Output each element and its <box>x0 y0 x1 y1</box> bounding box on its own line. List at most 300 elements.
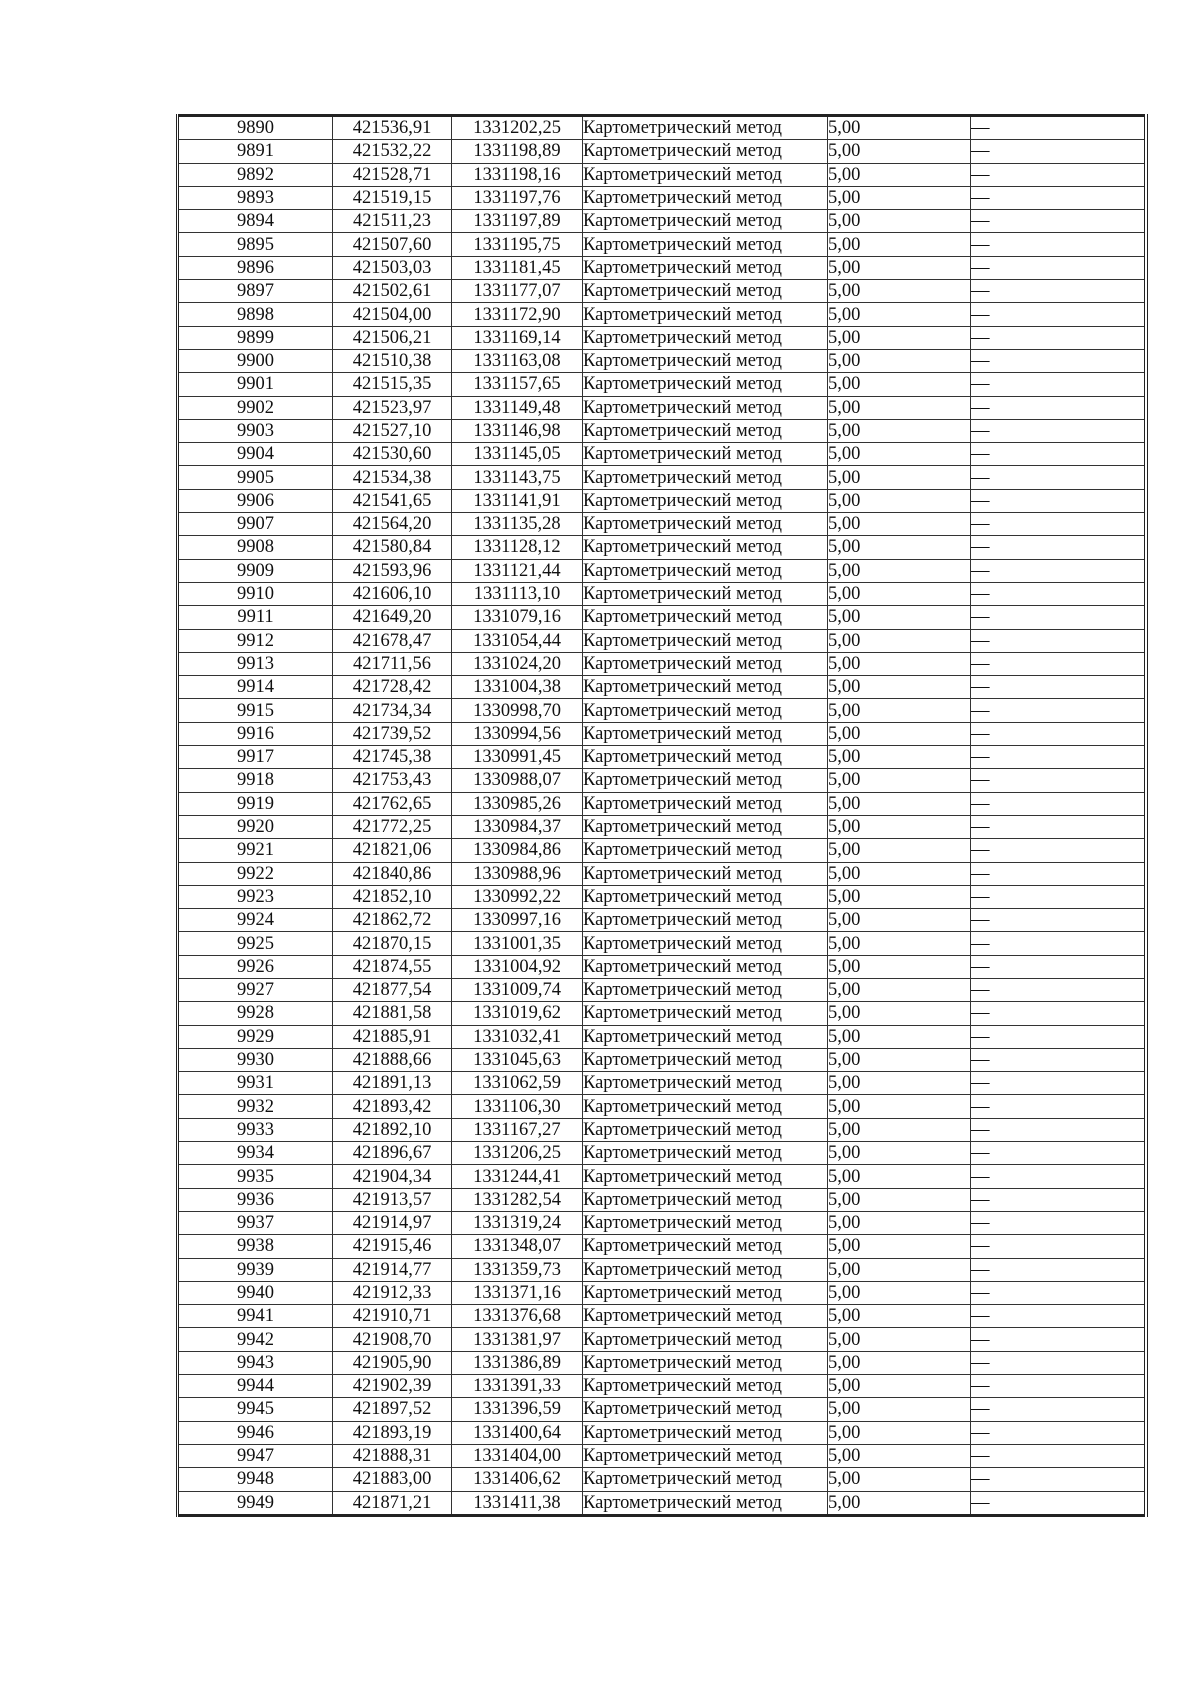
table-row <box>178 256 1147 279</box>
x-coordinate-cell: 421912,33 <box>333 1281 452 1304</box>
x-coordinate-cell: 421888,31 <box>333 1444 452 1467</box>
note-cell: — <box>971 1468 1147 1491</box>
accuracy-cell: 5,00 <box>828 303 971 326</box>
accuracy-cell: 5,00 <box>828 1142 971 1165</box>
y-coordinate-cell: 1331400,64 <box>452 1421 583 1444</box>
method-cell: Картометрический метод <box>583 1048 828 1071</box>
table-row <box>178 792 1147 815</box>
table-row <box>178 1398 1147 1421</box>
y-coordinate-cell: 1330994,56 <box>452 722 583 745</box>
note-cell: — <box>971 256 1147 279</box>
x-coordinate-cell: 421908,70 <box>333 1328 452 1351</box>
table-row <box>178 862 1147 885</box>
y-coordinate-cell: 1331198,89 <box>452 140 583 163</box>
y-coordinate-cell: 1331206,25 <box>452 1142 583 1165</box>
y-coordinate-cell: 1331177,07 <box>452 280 583 303</box>
point-number-cell: 9924 <box>178 909 333 932</box>
table-row <box>178 326 1147 349</box>
accuracy-cell: 5,00 <box>828 1468 971 1491</box>
note-cell: — <box>971 629 1147 652</box>
point-number-cell: 9931 <box>178 1072 333 1095</box>
table-row <box>178 699 1147 722</box>
point-number-cell: 9932 <box>178 1095 333 1118</box>
accuracy-cell: 5,00 <box>828 1328 971 1351</box>
accuracy-cell: 5,00 <box>828 629 971 652</box>
table-row <box>178 1118 1147 1141</box>
note-cell: — <box>971 676 1147 699</box>
point-number-cell: 9947 <box>178 1444 333 1467</box>
method-cell: Картометрический метод <box>583 582 828 605</box>
point-number-cell: 9936 <box>178 1188 333 1211</box>
point-number-cell: 9943 <box>178 1351 333 1374</box>
x-coordinate-cell: 421883,00 <box>333 1468 452 1491</box>
point-number-cell: 9894 <box>178 210 333 233</box>
point-number-cell: 9910 <box>178 582 333 605</box>
point-number-cell: 9921 <box>178 839 333 862</box>
y-coordinate-cell: 1331282,54 <box>452 1188 583 1211</box>
table-row <box>178 1491 1147 1515</box>
point-number-cell: 9945 <box>178 1398 333 1421</box>
coordinates-table <box>176 114 1148 1517</box>
point-number-cell: 9912 <box>178 629 333 652</box>
point-number-cell: 9941 <box>178 1305 333 1328</box>
y-coordinate-cell: 1331348,07 <box>452 1235 583 1258</box>
accuracy-cell: 5,00 <box>828 233 971 256</box>
y-coordinate-cell: 1331319,24 <box>452 1211 583 1234</box>
method-cell: Картометрический метод <box>583 839 828 862</box>
method-cell: Картометрический метод <box>583 280 828 303</box>
x-coordinate-cell: 421910,71 <box>333 1305 452 1328</box>
point-number-cell: 9934 <box>178 1142 333 1165</box>
y-coordinate-cell: 1331169,14 <box>452 326 583 349</box>
x-coordinate-cell: 421734,34 <box>333 699 452 722</box>
y-coordinate-cell: 1330984,86 <box>452 839 583 862</box>
table-row <box>178 815 1147 838</box>
point-number-cell: 9949 <box>178 1491 333 1515</box>
x-coordinate-cell: 421504,00 <box>333 303 452 326</box>
accuracy-cell: 5,00 <box>828 1491 971 1515</box>
y-coordinate-cell: 1331146,98 <box>452 419 583 442</box>
accuracy-cell: 5,00 <box>828 1002 971 1025</box>
x-coordinate-cell: 421840,86 <box>333 862 452 885</box>
x-coordinate-cell: 421527,10 <box>333 419 452 442</box>
point-number-cell: 9915 <box>178 699 333 722</box>
accuracy-cell: 5,00 <box>828 932 971 955</box>
y-coordinate-cell: 1331197,89 <box>452 210 583 233</box>
point-number-cell: 9911 <box>178 606 333 629</box>
x-coordinate-cell: 421870,15 <box>333 932 452 955</box>
y-coordinate-cell: 1331141,91 <box>452 489 583 512</box>
x-coordinate-cell: 421519,15 <box>333 186 452 209</box>
method-cell: Картометрический метод <box>583 769 828 792</box>
accuracy-cell: 5,00 <box>828 955 971 978</box>
table-row <box>178 746 1147 769</box>
note-cell: — <box>971 466 1147 489</box>
table-row <box>178 885 1147 908</box>
accuracy-cell: 5,00 <box>828 1444 971 1467</box>
point-number-cell: 9906 <box>178 489 333 512</box>
note-cell: — <box>971 1235 1147 1258</box>
accuracy-cell: 5,00 <box>828 443 971 466</box>
accuracy-cell: 5,00 <box>828 466 971 489</box>
y-coordinate-cell: 1331024,20 <box>452 652 583 675</box>
table-row <box>178 909 1147 932</box>
accuracy-cell: 5,00 <box>828 419 971 442</box>
point-number-cell: 9903 <box>178 419 333 442</box>
note-cell: — <box>971 1165 1147 1188</box>
y-coordinate-cell: 1331371,16 <box>452 1281 583 1304</box>
x-coordinate-cell: 421915,46 <box>333 1235 452 1258</box>
accuracy-cell: 5,00 <box>828 280 971 303</box>
method-cell: Картометрический метод <box>583 419 828 442</box>
method-cell: Картометрический метод <box>583 233 828 256</box>
table-row <box>178 932 1147 955</box>
table-row <box>178 1375 1147 1398</box>
x-coordinate-cell: 421888,66 <box>333 1048 452 1071</box>
point-number-cell: 9948 <box>178 1468 333 1491</box>
table-row <box>178 280 1147 303</box>
note-cell: — <box>971 792 1147 815</box>
x-coordinate-cell: 421904,34 <box>333 1165 452 1188</box>
accuracy-cell: 5,00 <box>828 140 971 163</box>
table-row <box>178 1468 1147 1491</box>
x-coordinate-cell: 421649,20 <box>333 606 452 629</box>
note-cell: — <box>971 746 1147 769</box>
point-number-cell: 9940 <box>178 1281 333 1304</box>
point-number-cell: 9893 <box>178 186 333 209</box>
y-coordinate-cell: 1331195,75 <box>452 233 583 256</box>
x-coordinate-cell: 421877,54 <box>333 978 452 1001</box>
note-cell: — <box>971 1118 1147 1141</box>
accuracy-cell: 5,00 <box>828 536 971 559</box>
note-cell: — <box>971 932 1147 955</box>
point-number-cell: 9899 <box>178 326 333 349</box>
table-row <box>178 1305 1147 1328</box>
accuracy-cell: 5,00 <box>828 1421 971 1444</box>
table-row <box>178 489 1147 512</box>
note-cell: — <box>971 163 1147 186</box>
note-cell: — <box>971 978 1147 1001</box>
method-cell: Картометрический метод <box>583 1468 828 1491</box>
accuracy-cell: 5,00 <box>828 163 971 186</box>
y-coordinate-cell: 1331396,59 <box>452 1398 583 1421</box>
y-coordinate-cell: 1331009,74 <box>452 978 583 1001</box>
note-cell: — <box>971 1328 1147 1351</box>
x-coordinate-cell: 421606,10 <box>333 582 452 605</box>
method-cell: Картометрический метод <box>583 1444 828 1467</box>
point-number-cell: 9898 <box>178 303 333 326</box>
note-cell: — <box>971 210 1147 233</box>
x-coordinate-cell: 421897,52 <box>333 1398 452 1421</box>
x-coordinate-cell: 421503,03 <box>333 256 452 279</box>
note-cell: — <box>971 722 1147 745</box>
y-coordinate-cell: 1331054,44 <box>452 629 583 652</box>
y-coordinate-cell: 1331079,16 <box>452 606 583 629</box>
x-coordinate-cell: 421534,38 <box>333 466 452 489</box>
note-cell: — <box>971 489 1147 512</box>
y-coordinate-cell: 1331019,62 <box>452 1002 583 1025</box>
note-cell: — <box>971 862 1147 885</box>
table-row <box>178 1025 1147 1048</box>
accuracy-cell: 5,00 <box>828 862 971 885</box>
y-coordinate-cell: 1331004,38 <box>452 676 583 699</box>
x-coordinate-cell: 421885,91 <box>333 1025 452 1048</box>
method-cell: Картометрический метод <box>583 186 828 209</box>
method-cell: Картометрический метод <box>583 1375 828 1398</box>
accuracy-cell: 5,00 <box>828 1281 971 1304</box>
method-cell: Картометрический метод <box>583 349 828 372</box>
accuracy-cell: 5,00 <box>828 256 971 279</box>
point-number-cell: 9926 <box>178 955 333 978</box>
note-cell: — <box>971 536 1147 559</box>
point-number-cell: 9922 <box>178 862 333 885</box>
accuracy-cell: 5,00 <box>828 792 971 815</box>
point-number-cell: 9909 <box>178 559 333 582</box>
table-row <box>178 1048 1147 1071</box>
note-cell: — <box>971 1444 1147 1467</box>
table-row <box>178 1351 1147 1374</box>
method-cell: Картометрический метод <box>583 396 828 419</box>
y-coordinate-cell: 1331386,89 <box>452 1351 583 1374</box>
note-cell: — <box>971 582 1147 605</box>
accuracy-cell: 5,00 <box>828 815 971 838</box>
x-coordinate-cell: 421821,06 <box>333 839 452 862</box>
table-row <box>178 1235 1147 1258</box>
note-cell: — <box>971 769 1147 792</box>
x-coordinate-cell: 421506,21 <box>333 326 452 349</box>
y-coordinate-cell: 1330985,26 <box>452 792 583 815</box>
accuracy-cell: 5,00 <box>828 326 971 349</box>
note-cell: — <box>971 513 1147 536</box>
x-coordinate-cell: 421739,52 <box>333 722 452 745</box>
method-cell: Картометрический метод <box>583 1095 828 1118</box>
method-cell: Картометрический метод <box>583 256 828 279</box>
method-cell: Картометрический метод <box>583 1165 828 1188</box>
y-coordinate-cell: 1331167,27 <box>452 1118 583 1141</box>
accuracy-cell: 5,00 <box>828 1072 971 1095</box>
accuracy-cell: 5,00 <box>828 1188 971 1211</box>
x-coordinate-cell: 421564,20 <box>333 513 452 536</box>
accuracy-cell: 5,00 <box>828 1095 971 1118</box>
y-coordinate-cell: 1331163,08 <box>452 349 583 372</box>
table-row <box>178 722 1147 745</box>
y-coordinate-cell: 1331244,41 <box>452 1165 583 1188</box>
point-number-cell: 9923 <box>178 885 333 908</box>
point-number-cell: 9942 <box>178 1328 333 1351</box>
accuracy-cell: 5,00 <box>828 1118 971 1141</box>
note-cell: — <box>971 1025 1147 1048</box>
accuracy-cell: 5,00 <box>828 349 971 372</box>
x-coordinate-cell: 421862,72 <box>333 909 452 932</box>
note-cell: — <box>971 606 1147 629</box>
method-cell: Картометрический метод <box>583 932 828 955</box>
point-number-cell: 9929 <box>178 1025 333 1048</box>
table-row <box>178 303 1147 326</box>
note-cell: — <box>971 349 1147 372</box>
note-cell: — <box>971 885 1147 908</box>
x-coordinate-cell: 421914,97 <box>333 1211 452 1234</box>
note-cell: — <box>971 955 1147 978</box>
accuracy-cell: 5,00 <box>828 652 971 675</box>
point-number-cell: 9914 <box>178 676 333 699</box>
method-cell: Картометрический метод <box>583 606 828 629</box>
table-row <box>178 1444 1147 1467</box>
accuracy-cell: 5,00 <box>828 1258 971 1281</box>
method-cell: Картометрический метод <box>583 629 828 652</box>
accuracy-cell: 5,00 <box>828 1375 971 1398</box>
method-cell: Картометрический метод <box>583 373 828 396</box>
note-cell: — <box>971 303 1147 326</box>
method-cell: Картометрический метод <box>583 862 828 885</box>
table-row <box>178 1211 1147 1234</box>
table-row <box>178 443 1147 466</box>
x-coordinate-cell: 421728,42 <box>333 676 452 699</box>
note-cell: — <box>971 1398 1147 1421</box>
accuracy-cell: 5,00 <box>828 186 971 209</box>
point-number-cell: 9902 <box>178 396 333 419</box>
y-coordinate-cell: 1331181,45 <box>452 256 583 279</box>
accuracy-cell: 5,00 <box>828 582 971 605</box>
note-cell: — <box>971 909 1147 932</box>
table-row <box>178 163 1147 186</box>
table-row <box>178 210 1147 233</box>
table-row <box>178 349 1147 372</box>
y-coordinate-cell: 1331062,59 <box>452 1072 583 1095</box>
x-coordinate-cell: 421896,67 <box>333 1142 452 1165</box>
note-cell: — <box>971 699 1147 722</box>
accuracy-cell: 5,00 <box>828 1048 971 1071</box>
table-row <box>178 676 1147 699</box>
point-number-cell: 9900 <box>178 349 333 372</box>
x-coordinate-cell: 421852,10 <box>333 885 452 908</box>
table-row <box>178 559 1147 582</box>
note-cell: — <box>971 443 1147 466</box>
method-cell: Картометрический метод <box>583 489 828 512</box>
y-coordinate-cell: 1330998,70 <box>452 699 583 722</box>
method-cell: Картометрический метод <box>583 676 828 699</box>
y-coordinate-cell: 1331202,25 <box>452 116 583 140</box>
point-number-cell: 9892 <box>178 163 333 186</box>
table-row <box>178 1328 1147 1351</box>
method-cell: Картометрический метод <box>583 815 828 838</box>
x-coordinate-cell: 421515,35 <box>333 373 452 396</box>
accuracy-cell: 5,00 <box>828 513 971 536</box>
note-cell: — <box>971 1351 1147 1374</box>
method-cell: Картометрический метод <box>583 1328 828 1351</box>
x-coordinate-cell: 421745,38 <box>333 746 452 769</box>
table-row <box>178 1421 1147 1444</box>
table-row <box>178 652 1147 675</box>
x-coordinate-cell: 421507,60 <box>333 233 452 256</box>
table-row <box>178 1281 1147 1304</box>
method-cell: Картометрический метод <box>583 792 828 815</box>
point-number-cell: 9918 <box>178 769 333 792</box>
x-coordinate-cell: 421871,21 <box>333 1491 452 1515</box>
point-number-cell: 9907 <box>178 513 333 536</box>
point-number-cell: 9946 <box>178 1421 333 1444</box>
x-coordinate-cell: 421914,77 <box>333 1258 452 1281</box>
x-coordinate-cell: 421502,61 <box>333 280 452 303</box>
method-cell: Картометрический метод <box>583 1142 828 1165</box>
accuracy-cell: 5,00 <box>828 396 971 419</box>
method-cell: Картометрический метод <box>583 559 828 582</box>
x-coordinate-cell: 421541,65 <box>333 489 452 512</box>
method-cell: Картометрический метод <box>583 746 828 769</box>
method-cell: Картометрический метод <box>583 116 828 140</box>
note-cell: — <box>971 140 1147 163</box>
accuracy-cell: 5,00 <box>828 1351 971 1374</box>
method-cell: Картометрический метод <box>583 699 828 722</box>
x-coordinate-cell: 421711,56 <box>333 652 452 675</box>
x-coordinate-cell: 421893,19 <box>333 1421 452 1444</box>
method-cell: Картометрический метод <box>583 909 828 932</box>
point-number-cell: 9919 <box>178 792 333 815</box>
note-cell: — <box>971 116 1147 140</box>
y-coordinate-cell: 1331001,35 <box>452 932 583 955</box>
method-cell: Картометрический метод <box>583 513 828 536</box>
table-row <box>178 140 1147 163</box>
accuracy-cell: 5,00 <box>828 1235 971 1258</box>
point-number-cell: 9920 <box>178 815 333 838</box>
y-coordinate-cell: 1331172,90 <box>452 303 583 326</box>
y-coordinate-cell: 1331045,63 <box>452 1048 583 1071</box>
accuracy-cell: 5,00 <box>828 909 971 932</box>
method-cell: Картометрический метод <box>583 466 828 489</box>
note-cell: — <box>971 1281 1147 1304</box>
x-coordinate-cell: 421913,57 <box>333 1188 452 1211</box>
y-coordinate-cell: 1330984,37 <box>452 815 583 838</box>
method-cell: Картометрический метод <box>583 885 828 908</box>
accuracy-cell: 5,00 <box>828 722 971 745</box>
table-row <box>178 1072 1147 1095</box>
table-row <box>178 233 1147 256</box>
note-cell: — <box>971 1305 1147 1328</box>
table-row <box>178 606 1147 629</box>
x-coordinate-cell: 421510,38 <box>333 349 452 372</box>
y-coordinate-cell: 1331032,41 <box>452 1025 583 1048</box>
accuracy-cell: 5,00 <box>828 839 971 862</box>
method-cell: Картометрический метод <box>583 1351 828 1374</box>
y-coordinate-cell: 1331004,92 <box>452 955 583 978</box>
note-cell: — <box>971 1142 1147 1165</box>
accuracy-cell: 5,00 <box>828 606 971 629</box>
x-coordinate-cell: 421892,10 <box>333 1118 452 1141</box>
x-coordinate-cell: 421874,55 <box>333 955 452 978</box>
point-number-cell: 9891 <box>178 140 333 163</box>
table-row <box>178 513 1147 536</box>
x-coordinate-cell: 421905,90 <box>333 1351 452 1374</box>
x-coordinate-cell: 421530,60 <box>333 443 452 466</box>
x-coordinate-cell: 421536,91 <box>333 116 452 140</box>
accuracy-cell: 5,00 <box>828 489 971 512</box>
x-coordinate-cell: 421678,47 <box>333 629 452 652</box>
note-cell: — <box>971 186 1147 209</box>
point-number-cell: 9933 <box>178 1118 333 1141</box>
x-coordinate-cell: 421762,65 <box>333 792 452 815</box>
method-cell: Картометрический метод <box>583 722 828 745</box>
table-row <box>178 116 1147 140</box>
method-cell: Картометрический метод <box>583 1002 828 1025</box>
method-cell: Картометрический метод <box>583 1235 828 1258</box>
accuracy-cell: 5,00 <box>828 978 971 1001</box>
x-coordinate-cell: 421580,84 <box>333 536 452 559</box>
table-row <box>178 839 1147 862</box>
x-coordinate-cell: 421772,25 <box>333 815 452 838</box>
table-row <box>178 1165 1147 1188</box>
point-number-cell: 9937 <box>178 1211 333 1234</box>
accuracy-cell: 5,00 <box>828 1165 971 1188</box>
x-coordinate-cell: 421532,22 <box>333 140 452 163</box>
